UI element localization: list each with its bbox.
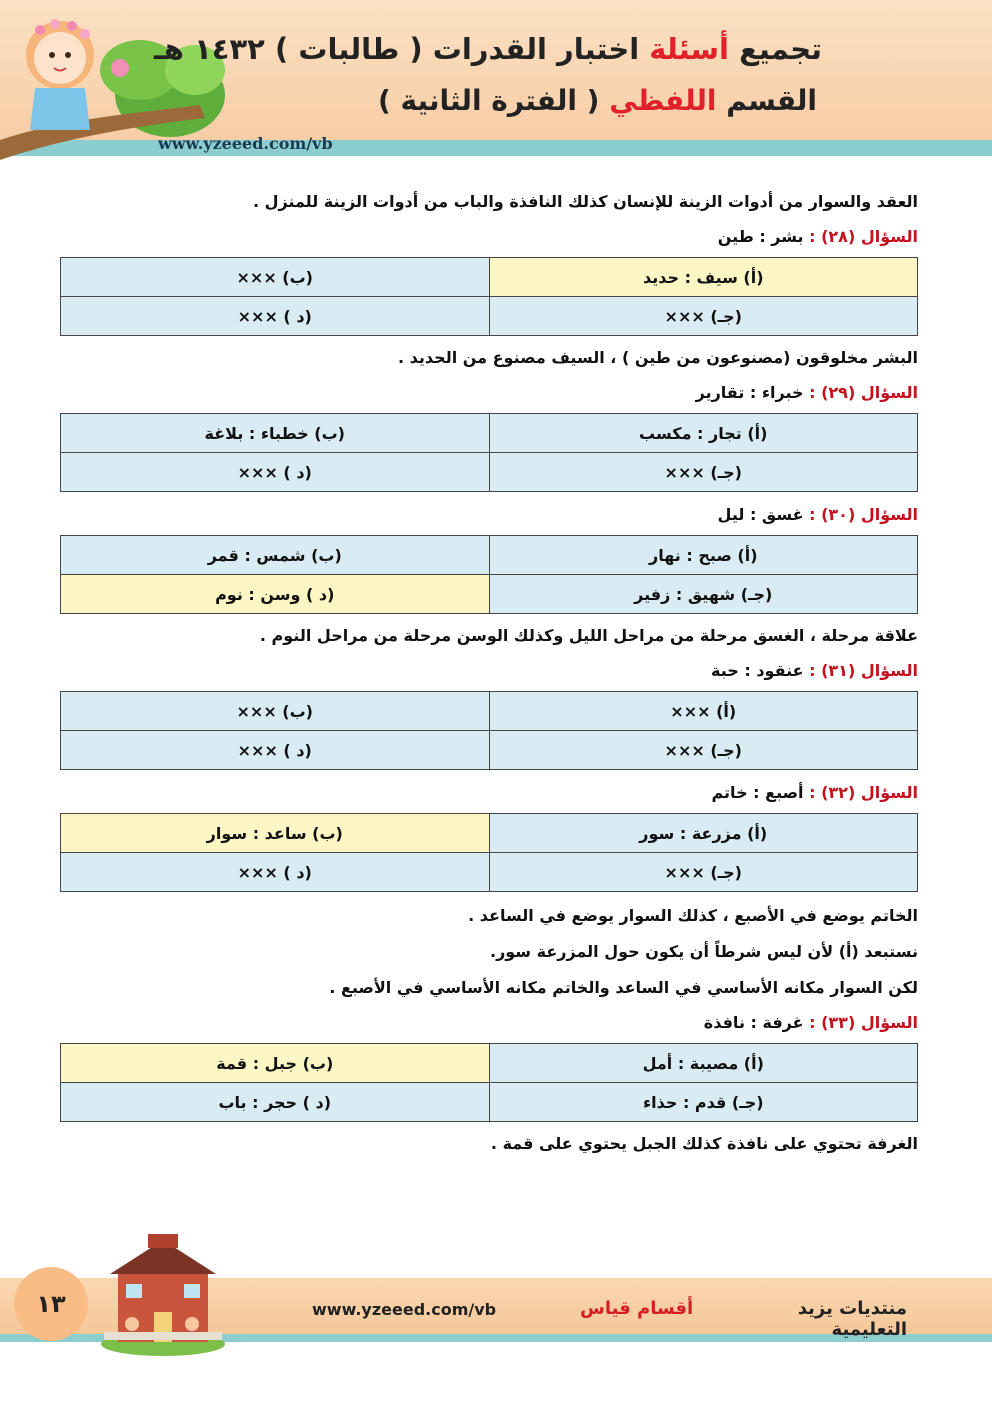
option-a[interactable]: (أ) مصيبة : أمل (489, 1044, 918, 1083)
page-number: ١٣ (14, 1267, 88, 1341)
question-30 (60, 504, 918, 526)
options-table-30 (60, 535, 918, 614)
explanation-32-line3: لكن السوار مكانه الأساسي في الساعد والخاتم مكانه الأساسي في الأصبع . (329, 978, 918, 997)
options-table-33 (60, 1043, 918, 1122)
school-house-illustration (96, 1232, 230, 1357)
option-a[interactable]: (أ) مزرعة : سور (489, 814, 918, 853)
title-accent: أسئلة (649, 32, 729, 66)
option-b[interactable]: (ب) شمس : قمر (61, 536, 490, 575)
option-b[interactable]: (ب) ××× (61, 692, 490, 731)
question-label: السؤال (٣١) : (809, 661, 918, 680)
explanation-33: الغرفة تحتوي على نافذة كذلك الجبل يحتوي على قمة . (490, 1134, 918, 1153)
options-table-28 (60, 257, 918, 336)
footer-section[interactable]: أقسام قياس (580, 1298, 694, 1319)
title-part-1: تجميع (739, 32, 822, 66)
question-label: السؤال (٣٣) : (809, 1013, 918, 1032)
question-pair: خبراء : تقارير (695, 383, 804, 402)
option-c[interactable]: (جـ) ××× (489, 297, 918, 336)
question-label: السؤال (٢٨) : (809, 227, 918, 246)
question-pair: عنقود : حبة (711, 661, 804, 680)
option-c[interactable]: (جـ) ××× (489, 731, 918, 770)
option-c[interactable]: (جـ) ××× (489, 853, 918, 892)
option-b[interactable]: (ب) ××× (61, 258, 490, 297)
option-d[interactable]: (د ) ××× (61, 853, 490, 892)
explanation-32-line2: نستبعد (أ) لأن ليس شرطاً أن يكون حول المزرعة سور. (489, 942, 918, 961)
option-c[interactable]: (جـ) قدم : حذاء (489, 1083, 918, 1122)
option-a[interactable]: (أ) سيف : حديد (489, 258, 918, 297)
option-a[interactable]: (أ) ××× (489, 692, 918, 731)
options-table-29 (60, 413, 918, 492)
question-pair: غرفة : نافذة (703, 1013, 804, 1032)
page-title (122, 32, 822, 66)
intro-text: العقد والسوار من أدوات الزينة للإنسان كذلك النافذة والباب من أدوات الزينة للمنزل . (252, 192, 918, 211)
question-pair: غسق : ليل (717, 505, 804, 524)
footer-url[interactable]: www.yzeeed.com/vb (312, 1300, 497, 1319)
options-table-32 (60, 813, 918, 892)
option-a[interactable]: (أ) تجار : مكسب (489, 414, 918, 453)
subtitle-part-1: القسم (726, 84, 817, 117)
option-c[interactable]: (جـ) ××× (489, 453, 918, 492)
options-table-31 (60, 691, 918, 770)
question-33 (60, 1012, 918, 1034)
option-b[interactable]: (ب) جبل : قمة (61, 1044, 490, 1083)
question-label: السؤال (٢٩) : (809, 383, 918, 402)
header-url[interactable]: www.yzeeed.com/vb (158, 134, 333, 153)
question-label: السؤال (٣٢) : (809, 783, 918, 802)
option-d[interactable]: (د ) وسن : نوم (61, 575, 490, 614)
subtitle-accent: اللفظي (609, 84, 717, 117)
question-label: السؤال (٣٠) : (809, 505, 918, 524)
question-28 (60, 226, 918, 248)
explanation-30: علاقة مرحلة ، الغسق مرحلة من مراحل الليل وكذلك الوسن مرحلة من مراحل النوم . (259, 626, 918, 645)
explanation-28: البشر مخلوقون (مصنوعون من طين ) ، السيف مصنوع من الحديد . (398, 348, 918, 367)
question-31 (60, 660, 918, 682)
option-b[interactable]: (ب) ساعد : سوار (61, 814, 490, 853)
question-29 (60, 382, 918, 404)
title-part-2: اختبار القدرات ( طالبات ) ١٤٣٢ هـ (153, 32, 640, 66)
option-b[interactable]: (ب) خطباء : بلاغة (61, 414, 490, 453)
option-d[interactable]: (د ) حجر : باب (61, 1083, 490, 1122)
option-d[interactable]: (د ) ××× (61, 297, 490, 336)
footer-forum-name: منتديات يزيد التعليمية (797, 1298, 907, 1340)
page-subtitle (117, 84, 817, 117)
subtitle-part-2: ( الفترة الثانية ) (378, 84, 600, 117)
question-pair: بشر : طين (717, 227, 804, 246)
option-c[interactable]: (جـ) شهيق : زفير (489, 575, 918, 614)
option-d[interactable]: (د ) ××× (61, 453, 490, 492)
main-content (60, 190, 918, 1168)
question-pair: أصبع : خاتم (711, 783, 804, 802)
option-d[interactable]: (د ) ××× (61, 731, 490, 770)
question-32 (60, 782, 918, 804)
explanation-32-line1: الخاتم يوضع في الأصبع ، كذلك السوار يوضع في الساعد . (468, 906, 918, 925)
option-a[interactable]: (أ) صبح : نهار (489, 536, 918, 575)
